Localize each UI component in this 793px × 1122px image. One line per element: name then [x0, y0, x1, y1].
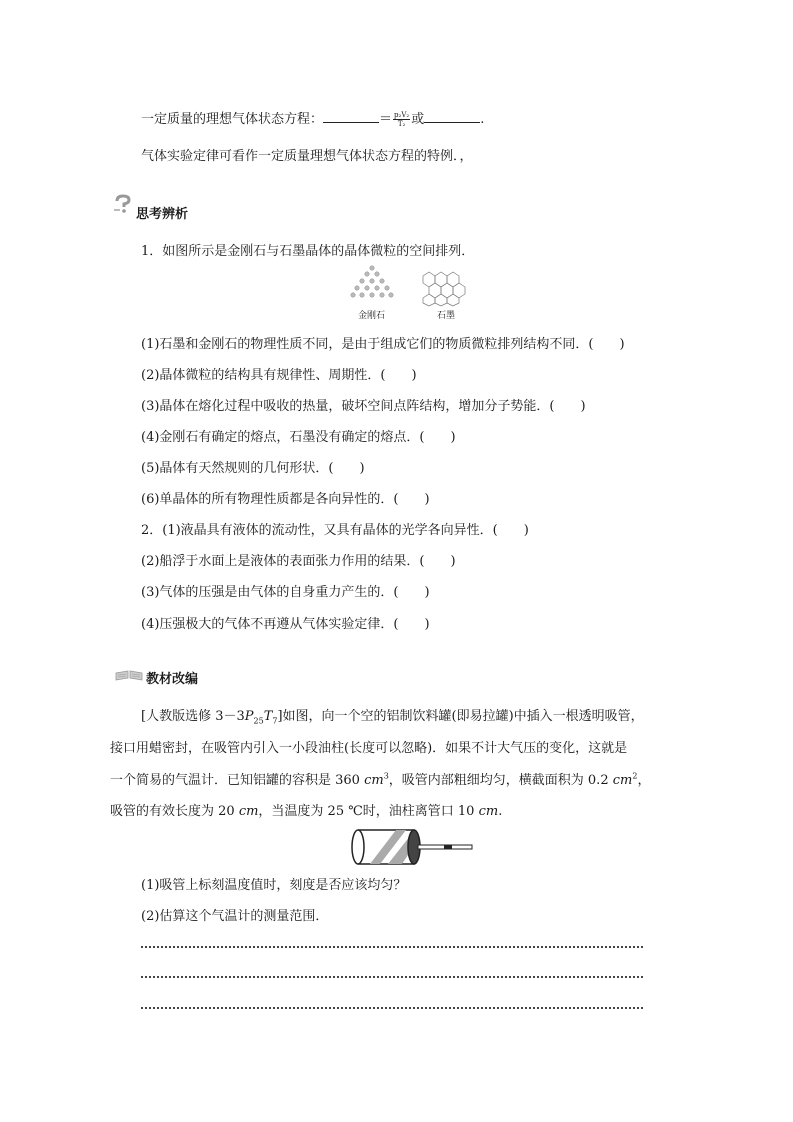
judgement-item: (4)金刚石有确定的熔点，石墨没有确定的熔点．( )	[141, 430, 456, 445]
unit-cm: cm	[478, 804, 499, 819]
unit-exponent: 3	[383, 771, 389, 781]
judgement-item: (6)单晶体的所有物理性质都是各向异性的．( )	[141, 492, 430, 507]
or-word: 或	[411, 112, 425, 127]
problem-text-part: 吸管的有效长度为 20	[110, 804, 239, 819]
page-ref-number: 25	[253, 716, 264, 726]
judgement-item: (2)晶体微粒的结构具有规律性、周期性．( )	[141, 368, 417, 383]
judgement-item: (1)石墨和金刚石的物理性质不同，是由于组成它们的物质微粒排列结构不同．( )	[141, 337, 625, 352]
judgement-item: (5)晶体有天然规则的几何形状．( )	[141, 461, 365, 476]
gas-law-note: 气体实验定律可看作一定质量理想气体状态方程的特例．，	[141, 149, 473, 164]
answer-line-1[interactable]	[141, 946, 643, 948]
diamond-lattice-image	[351, 266, 393, 297]
equation-fraction	[393, 111, 410, 128]
judgement-item: (4)压强极大的气体不再遵从气体实验定律．( )	[141, 617, 430, 632]
section-title-thinking: 思考辨析	[136, 207, 189, 222]
graphite-lattice-image	[423, 272, 465, 306]
answer-line-2[interactable]	[141, 976, 643, 978]
can-thermometer-figure	[348, 826, 478, 868]
equals-sign: ＝	[379, 112, 393, 127]
problem-ref-number: 7	[272, 716, 278, 726]
answer-line-3[interactable]	[141, 1007, 643, 1009]
question-mark-icon	[112, 194, 134, 214]
problem-text-part: ，吸管内部粗细均匀，横截面积为 0.2	[388, 773, 613, 788]
problem-text-part: ，	[637, 773, 651, 788]
unit-cm: cm	[238, 804, 259, 819]
answer-blank-1	[323, 110, 379, 123]
sub-question-2: (2)估算这个气温计的测量范围．	[141, 909, 329, 924]
unit-cm: cm	[612, 773, 633, 788]
question-1-intro: 1．如图所示是金刚石与石墨晶体的晶体微粒的空间排列．	[141, 244, 475, 259]
graphite-caption: 石墨	[437, 311, 456, 321]
judgement-item: (2)船浮于水面上是液体的表面张力作用的结果．( )	[141, 554, 456, 569]
section-title-textbook: 教材改编	[146, 672, 199, 687]
problem-ref: T	[263, 709, 273, 724]
answer-blank-2	[424, 110, 480, 123]
problem-text-line-1	[141, 705, 644, 726]
problem-source-prefix: [人教版选修 3－3	[141, 709, 245, 724]
problem-text-line-3	[110, 769, 650, 788]
judgement-item: (3)气体的压强是由气体的自身重力产生的．( )	[141, 585, 430, 600]
page-ref: P	[244, 709, 254, 724]
problem-text-part: ，当温度为 25 ℃时，油柱离管口 10	[258, 804, 479, 819]
fraction-numerator: p₂V₂	[394, 111, 410, 119]
problem-text-line-4	[110, 800, 502, 819]
sub-question-1: (1)吸管上标刻温度值时，刻度是否应该均匀？	[141, 878, 407, 893]
diamond-caption: 金刚石	[358, 311, 386, 321]
problem-text-line-2: 接口用蜡密封，在吸管内引入一小段油柱(长度可以忽略)．如果不计大气压的变化，这就是	[110, 741, 628, 756]
open-book-icon	[114, 668, 144, 682]
fraction-denominator: T₂	[397, 120, 406, 128]
problem-text-part: 一个简易的气温计．已知铝罐的容积是 360	[110, 773, 365, 788]
problem-text-part: .	[498, 804, 503, 819]
judgement-item: (3)晶体在熔化过程中吸收的热量，破坏空间点阵结构，增加分子势能．( )	[141, 399, 586, 414]
unit-cm: cm	[364, 773, 384, 788]
state-equation-prefix: 一定质量的理想气体状态方程：	[141, 112, 324, 127]
unit-exponent: 2	[632, 771, 638, 781]
state-equation-line	[141, 108, 484, 128]
judgement-item: 2．(1)液晶具有液体的流动性，又具有晶体的光学各向异性．( )	[141, 523, 529, 538]
line-end-period: .	[480, 112, 485, 127]
problem-text-part: ]如图，向一个空的铝制饮料罐(即易拉罐)中插入一根透明吸管，	[277, 709, 644, 724]
